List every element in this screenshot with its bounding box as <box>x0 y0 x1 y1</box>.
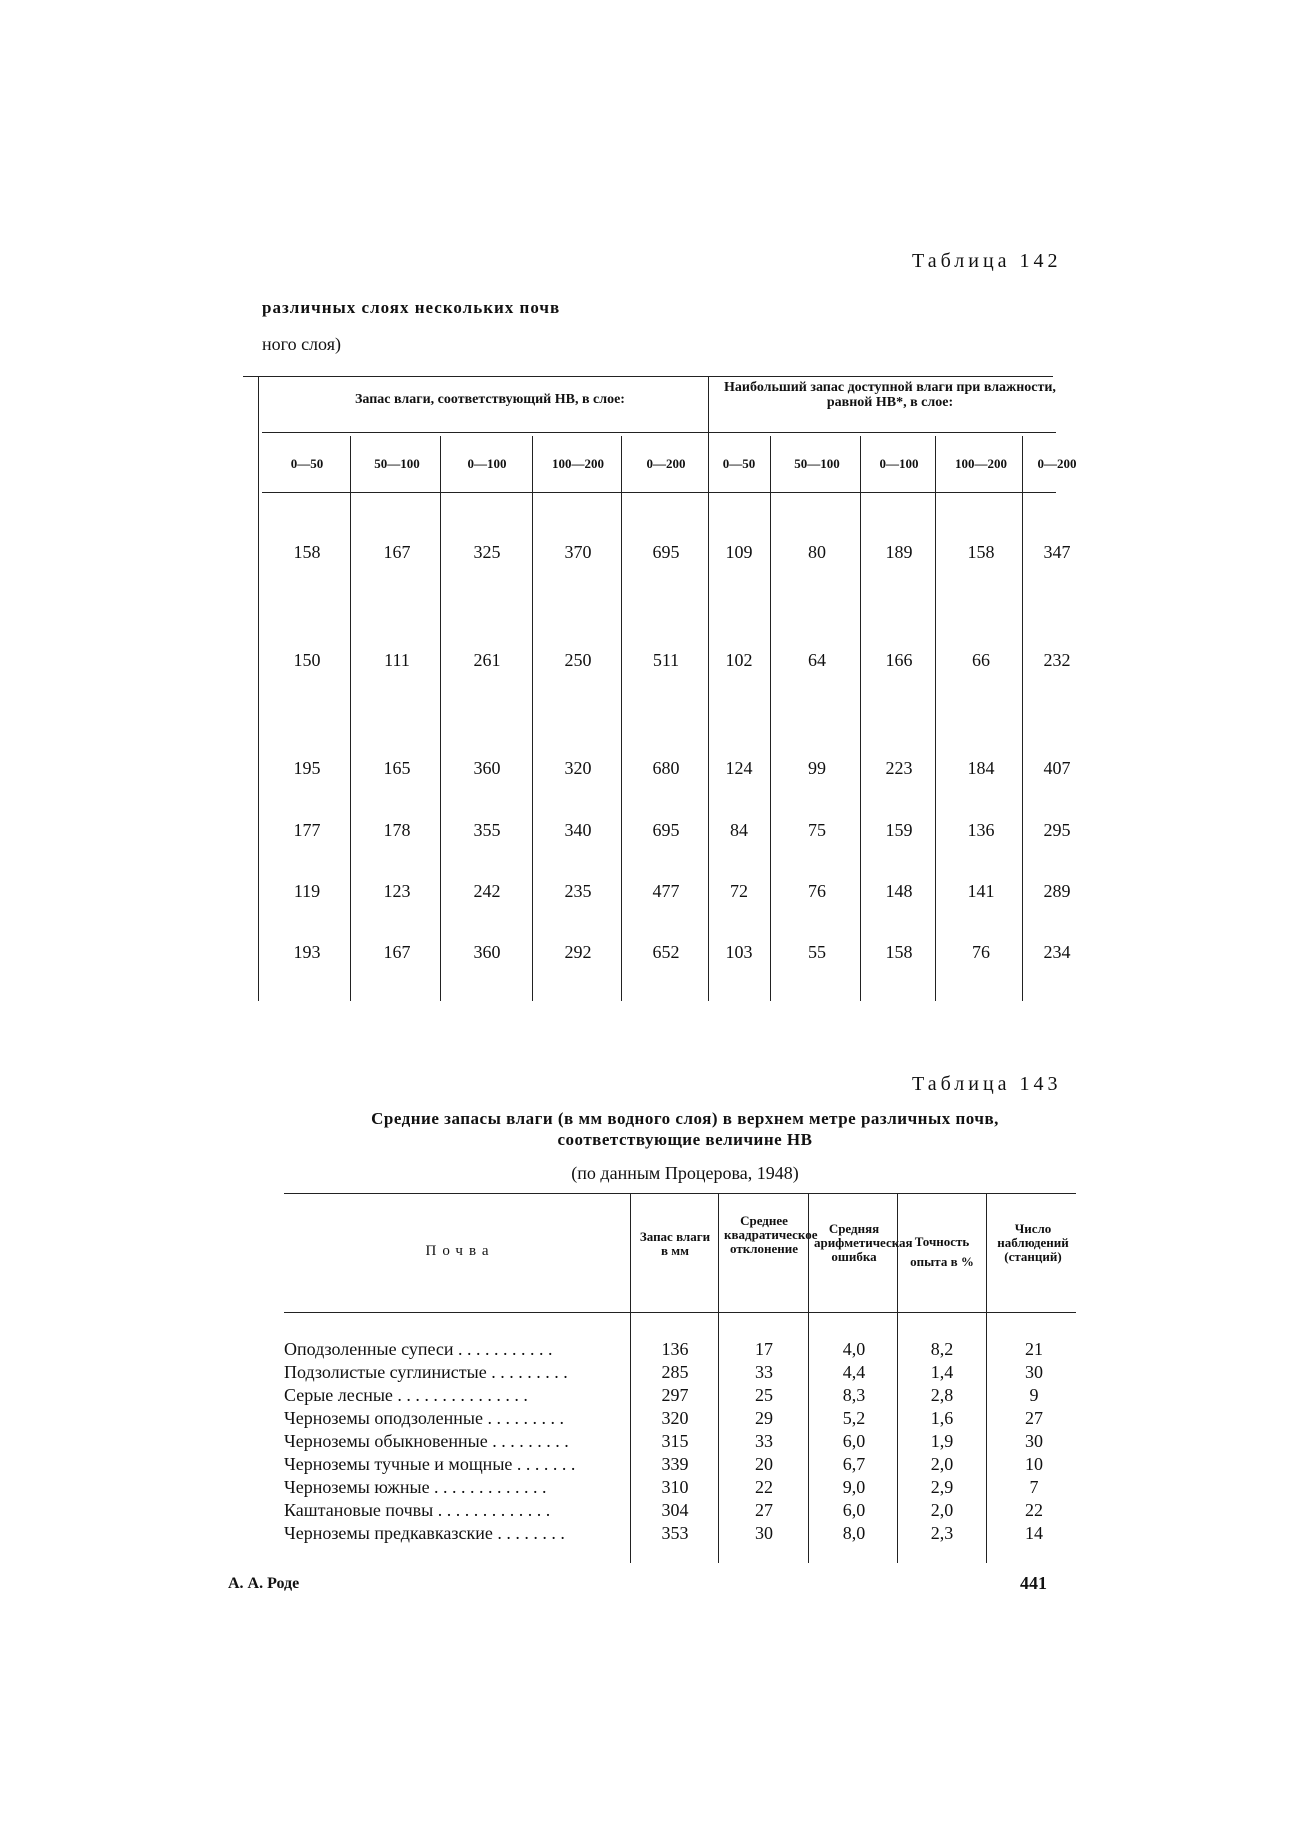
table142-cell: 102 <box>725 650 753 670</box>
table143-acc: 2,0 <box>930 1500 954 1520</box>
table142-cell: 119 <box>293 881 321 901</box>
table142-cell: 289 <box>1043 881 1071 901</box>
table142-cell: 166 <box>885 650 913 670</box>
table143-n: 21 <box>1025 1339 1043 1359</box>
table142-cell: 123 <box>383 881 411 901</box>
table142-cell: 64 <box>808 650 826 670</box>
table143-n: 30 <box>1025 1362 1043 1382</box>
table142-cell: 235 <box>564 881 592 901</box>
table143-soil: Подзолистые суглинистые . . . . . . . . . <box>284 1362 568 1382</box>
table142-cell: 261 <box>473 650 501 670</box>
table142-cell: 103 <box>725 942 753 962</box>
table143-header-err: Средняя арифметическая ошибка <box>814 1221 913 1264</box>
table142-top-rule <box>243 376 1053 377</box>
table143-reserve: 304 <box>661 1500 689 1520</box>
table142-col-header: 50—100 <box>794 456 840 471</box>
table142-cell: 158 <box>293 542 321 562</box>
table143-reserve: 320 <box>661 1408 689 1428</box>
table142-cell: 189 <box>885 542 913 562</box>
table142-cell: 109 <box>725 542 753 562</box>
table143-sd: 33 <box>755 1362 773 1382</box>
table143-sd: 22 <box>755 1477 773 1497</box>
table142-cell: 167 <box>383 942 411 962</box>
table143-header-rule <box>284 1312 1076 1313</box>
table143-acc: 2,0 <box>930 1454 954 1474</box>
table142-col-header: 0—100 <box>879 456 919 471</box>
table142-cell: 511 <box>652 650 680 670</box>
table143-soil: Серые лесные . . . . . . . . . . . . . . . <box>284 1385 528 1405</box>
table142-cell: 76 <box>808 881 826 901</box>
table143-n: 10 <box>1025 1454 1043 1474</box>
table143-reserve: 353 <box>661 1523 689 1543</box>
table143-err: 4,4 <box>842 1362 866 1382</box>
table143-soil: Оподзоленные супеси . . . . . . . . . . . <box>284 1339 553 1359</box>
table142-cell: 234 <box>1043 942 1071 962</box>
table143-err: 6,7 <box>842 1454 866 1474</box>
table142-cell: 177 <box>293 820 321 840</box>
table142-vrule <box>621 436 622 1001</box>
table142-cell: 325 <box>473 542 501 562</box>
table142-label: Таблица 142 <box>912 250 1062 272</box>
table143-err: 5,2 <box>842 1408 866 1428</box>
table142-title: различных слоях нескольких почв <box>262 298 561 317</box>
page-author: А. А. Роде <box>228 1575 300 1592</box>
table142-col-header: 100—200 <box>552 456 604 471</box>
table142-cell: 75 <box>808 820 826 840</box>
table143-acc: 2,3 <box>930 1523 954 1543</box>
table142-cell: 477 <box>652 881 680 901</box>
table143-acc: 2,8 <box>930 1385 954 1405</box>
table142-cell: 184 <box>967 758 995 778</box>
table142-col-header: 100—200 <box>955 456 1007 471</box>
table142-cell: 355 <box>473 820 501 840</box>
table142-cell: 141 <box>967 881 995 901</box>
table143-header-soil: Почва <box>425 1243 495 1259</box>
table143-err: 6,0 <box>842 1431 866 1451</box>
table143-header-sd: Среднее квадратическое отклонение <box>724 1213 818 1256</box>
table143-n: 7 <box>1029 1477 1039 1497</box>
table142-cell: 158 <box>967 542 995 562</box>
table142-cell: 136 <box>967 820 995 840</box>
table143-n: 9 <box>1029 1385 1039 1405</box>
table142-cell: 84 <box>730 820 748 840</box>
table143-acc: 1,6 <box>930 1408 954 1428</box>
table143-vrule <box>718 1193 719 1563</box>
table142-col-header: 0—50 <box>290 456 324 471</box>
table143-top-rule <box>284 1193 1076 1194</box>
table142-cell: 695 <box>652 542 680 562</box>
table142-group2: Наибольший запас доступной влаги при влажности, равной НВ*, в слое: <box>724 380 1056 410</box>
table143-soil: Черноземы южные . . . . . . . . . . . . . <box>284 1477 547 1497</box>
table142-cell: 370 <box>564 542 592 562</box>
table142-cell: 320 <box>564 758 592 778</box>
table142-vrule <box>440 436 441 1001</box>
table143-reserve: 136 <box>661 1339 689 1359</box>
table143-source: (по данным Процерова, 1948) <box>571 1163 799 1183</box>
table143-header-acc: Точность опыта в % <box>910 1234 974 1269</box>
table142-cell: 55 <box>808 942 826 962</box>
table142-cell: 167 <box>383 542 411 562</box>
table142-vrule <box>1022 436 1023 1001</box>
table142-cell: 223 <box>885 758 913 778</box>
table142-cell: 195 <box>293 758 321 778</box>
table142-cell: 295 <box>1043 820 1071 840</box>
table143-soil: Каштановые почвы . . . . . . . . . . . . . <box>284 1500 551 1520</box>
table142-cell: 148 <box>885 881 913 901</box>
table142-cell: 360 <box>473 942 501 962</box>
table143-n: 27 <box>1025 1408 1043 1428</box>
table143-err: 8,0 <box>842 1523 866 1543</box>
table143-acc: 1,9 <box>930 1431 954 1451</box>
table142-vrule <box>935 436 936 1001</box>
table143-soil: Черноземы тучные и мощные . . . . . . . <box>284 1454 576 1474</box>
table143-soil: Черноземы оподзоленные . . . . . . . . . <box>284 1408 564 1428</box>
table143-err: 9,0 <box>842 1477 866 1497</box>
table142-cell: 178 <box>383 820 411 840</box>
table143-sd: 30 <box>755 1523 773 1543</box>
table142-cell: 232 <box>1043 650 1071 670</box>
table142-cell: 150 <box>293 650 321 670</box>
table142-cell: 158 <box>885 942 913 962</box>
table142-subtitle: ного слоя) <box>262 334 341 354</box>
table143-vrule <box>986 1193 987 1563</box>
table142-cell: 72 <box>730 881 748 901</box>
table142-cell: 652 <box>652 942 680 962</box>
table143-title: Средние запасы влаги (в мм водного слоя) в верхнем метре различных почв, соответствующие величине НВ <box>371 1109 999 1149</box>
table142-cell: 695 <box>652 820 680 840</box>
table142-cell: 242 <box>473 881 501 901</box>
table142-cell: 292 <box>564 942 592 962</box>
table142-cell: 111 <box>384 650 410 670</box>
table143-soil: Черноземы предкавказские . . . . . . . . <box>284 1523 565 1543</box>
table142-col-header: 50—100 <box>374 456 420 471</box>
table143-sd: 17 <box>755 1339 773 1359</box>
table142-col-header: 0—200 <box>646 456 686 471</box>
table143-reserve: 310 <box>661 1477 689 1497</box>
table142-vrule <box>860 436 861 1001</box>
table143-soil: Черноземы обыкновенные . . . . . . . . . <box>284 1431 569 1451</box>
table142-col-header: 0—100 <box>467 456 507 471</box>
table142-group1: Запас влаги, соответствующий НВ, в слое: <box>355 392 625 407</box>
table142-vrule <box>258 376 259 1001</box>
table142-header-rule <box>262 492 1056 493</box>
table142-cell: 193 <box>293 942 321 962</box>
table142-cell: 340 <box>564 820 592 840</box>
table142-cell: 124 <box>725 758 753 778</box>
table142-cell: 680 <box>652 758 680 778</box>
table142-cell: 250 <box>564 650 592 670</box>
table142-vrule <box>350 436 351 1001</box>
table143-n: 22 <box>1025 1500 1043 1520</box>
table143-n: 14 <box>1025 1523 1043 1543</box>
table142-cell: 407 <box>1043 758 1071 778</box>
table143-acc: 2,9 <box>930 1477 954 1497</box>
table143-err: 6,0 <box>842 1500 866 1520</box>
table142-group-rule <box>262 432 1056 433</box>
table142-col-header: 0—50 <box>722 456 756 471</box>
table142-cell: 99 <box>808 758 826 778</box>
table142-cell: 66 <box>972 650 990 670</box>
table142-cell: 159 <box>885 820 913 840</box>
table143-n: 30 <box>1025 1431 1043 1451</box>
table143-header-reserve: Запас влаги в мм <box>639 1229 711 1258</box>
table143-err: 8,3 <box>842 1385 866 1405</box>
table143-acc: 8,2 <box>930 1339 954 1359</box>
table143-sd: 20 <box>755 1454 773 1474</box>
table142-cell: 347 <box>1043 542 1071 562</box>
table142-vrule <box>770 436 771 1001</box>
table142-vrule <box>532 436 533 1001</box>
table143-vrule <box>808 1193 809 1563</box>
table143-sd: 27 <box>755 1500 773 1520</box>
table143-sd: 25 <box>755 1385 773 1405</box>
table143-sd: 29 <box>755 1408 773 1428</box>
table143-label: Таблица 143 <box>912 1073 1062 1095</box>
table142-cell: 360 <box>473 758 501 778</box>
table142-cell: 76 <box>972 942 990 962</box>
table142-cell: 165 <box>383 758 411 778</box>
table142-cell: 80 <box>808 542 826 562</box>
table143-sd: 33 <box>755 1431 773 1451</box>
table143-vrule <box>630 1193 631 1563</box>
table143-reserve: 297 <box>661 1385 689 1405</box>
table143-acc: 1,4 <box>930 1362 954 1382</box>
table143-reserve: 315 <box>661 1431 689 1451</box>
table143-header-n: Число наблюдений (станций) <box>997 1221 1069 1264</box>
table142-col-header: 0—200 <box>1037 456 1077 471</box>
page-number: 441 <box>1020 1573 1047 1593</box>
table143-reserve: 339 <box>661 1454 689 1474</box>
table143-err: 4,0 <box>842 1339 866 1359</box>
table143-reserve: 285 <box>661 1362 689 1382</box>
